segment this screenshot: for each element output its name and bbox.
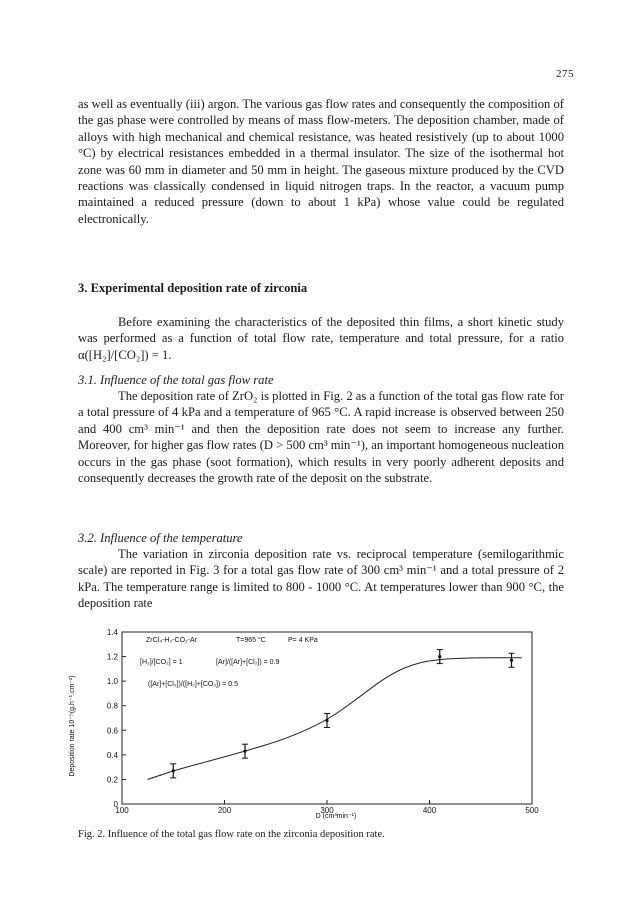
y-tick-label: 1.4: [106, 628, 118, 637]
subsection-3-1-title: 3.1. Influence of the total gas flow rate: [78, 373, 274, 387]
data-point: [325, 719, 328, 722]
x-tick-label: 200: [217, 806, 232, 815]
paragraph-kinetic-study: Before examining the characteristics of the deposited thin films, a short kinetic study was performed as a function of total flow rate, temperature and total pressure, for a ratio α([H₂]/[CO₂]) = 1.: [78, 315, 564, 362]
annotation-ratio-3: ([Ar]+[Cl₂])/([H₂]+[CO₂]) = 0.5: [148, 681, 239, 688]
y-tick-label: 1.0: [106, 677, 118, 687]
paragraph-temperature: The variation in zirconia deposition rate vs. reciprocal temperature (semilogarithmic scale) are reported in Fig. 3 for a total gas flow rate of 300 cm³ min⁻¹ and a total pressure of 2 kPa. The temperature range is limited to 800 - 1000 °C. At temperatures lower than 900 °C, the deposition rate: [78, 547, 564, 611]
annotation-ratio-2: [Ar]/([Ar]+[Cl₂]) = 0.9: [216, 659, 280, 666]
data-point: [438, 655, 441, 658]
chart-points: [170, 650, 514, 778]
y-tick-label: 1.2: [106, 652, 118, 662]
x-axis-label: D (cm³min⁻¹): [315, 813, 357, 820]
subsection-3-2-title: 3.2. Influence of the temperature: [78, 531, 243, 545]
figure-caption: Fig. 2. Influence of the total gas flow rate on the zirconia deposition rate.: [78, 829, 385, 840]
paragraph-flow-rate: The deposition rate of ZrO₂ is plotted in Fig. 2 as a function of the total gas flow rate for a total pressure of 4 kPa and a temperature of 965 °C. A rapid increase is observed between 250 and 400 cm³ min⁻¹ and then the deposition rate does not seem to increase any further. Moreover, for higher gas flow rates (D > 500 cm³ min⁻¹), an important homogeneous nucleation occurs in the gas phase (soot formation), which results in very poorly adherent deposits and consequently decreases the growth rate of the deposit on the substrate.: [78, 389, 564, 486]
deposition-curve: [148, 658, 522, 780]
x-tick-label: 300: [320, 806, 334, 815]
x-tick-label: 100: [115, 806, 129, 815]
section-3-title: 3. Experimental deposition rate of zirconia: [78, 281, 308, 295]
annotation-pressure: P= 4 KPa: [288, 637, 318, 644]
y-tick-label: 0.2: [106, 775, 118, 785]
x-tick-label: 400: [422, 806, 437, 815]
y-tick-label: 0.4: [106, 750, 118, 760]
data-point: [243, 750, 246, 753]
chart-curve: [148, 658, 522, 780]
y-tick-label: 0.8: [106, 701, 118, 711]
y-tick-label: 0.6: [106, 726, 118, 736]
data-point: [510, 659, 513, 662]
annotation-temperature: T=965 °C: [236, 637, 266, 644]
annotation-system: ZrCl₄-H₂-CO₂-Ar: [146, 637, 198, 644]
figure-2-chart: [69, 626, 546, 820]
deposition-rate-plot: [69, 626, 546, 820]
page-number: 275: [556, 68, 574, 80]
paragraph-intro: as well as eventually (iii) argon. The various gas flow rates and consequently the composition of the gas phase were controlled by means of mass flow-meters. The deposition chamber, made of alloys with high mechanical and chemical resistance, was heated resistively (up to about 1000 °C) by electrical resistances embedded in a thermal insulator. The size of the isothermal hot zone was 60 mm in diameter and 50 mm in height. The gaseous mixture produced by the CVD reactions was classically condensed in liquid nitrogen traps. In the reactor, a vacuum pump maintained a reduced pressure (down to about 1 kPa) whose value could be regulated electronically.: [78, 97, 564, 226]
data-point: [172, 769, 175, 772]
x-tick-label: 500: [525, 806, 539, 815]
y-axis-label: Deposition rate 10⁻⁵(g.h⁻¹.cm⁻²): [69, 675, 76, 777]
annotation-ratio-1: [H₂]/[CO₂] = 1: [140, 659, 183, 666]
y-tick-label: 0: [113, 800, 118, 809]
